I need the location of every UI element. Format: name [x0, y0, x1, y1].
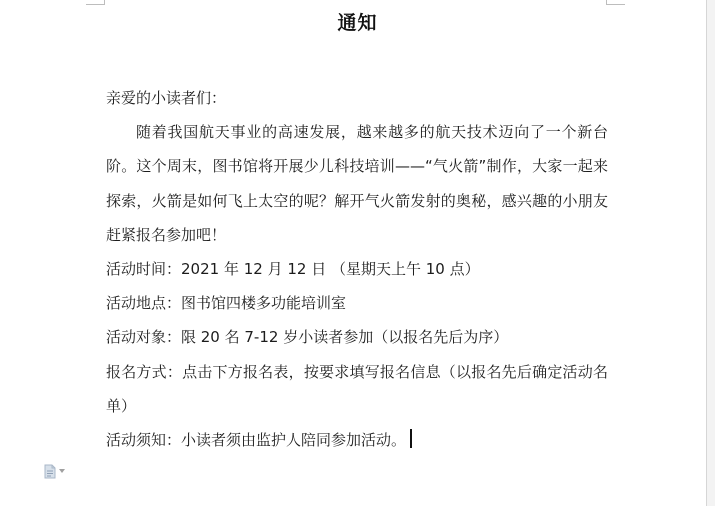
notice-paragraph[interactable] [106, 423, 608, 457]
paragraph-menu-button[interactable] [44, 463, 74, 479]
document-body[interactable] [106, 81, 608, 457]
text-cursor [410, 429, 412, 448]
document-icon [44, 464, 56, 479]
signup-method-paragraph[interactable]: 报名方式：点击下方报名表，按要求填写报名信息（以报名先后确定活动名单） [106, 362, 608, 415]
event-audience-paragraph[interactable]: 活动对象：限 20 名 7-12 岁小读者参加（以报名先后为序） [106, 328, 509, 347]
event-time-paragraph[interactable]: 活动时间：2021 年 12 月 12 日 （星期天上午 10 点） [106, 260, 480, 279]
document-title[interactable]: 通知 [337, 12, 378, 34]
page-corner-mark-left [86, 0, 105, 5]
event-place-paragraph[interactable]: 活动地点：图书馆四楼多功能培训室 [106, 294, 347, 313]
chevron-down-icon [59, 469, 65, 473]
editor-right-gutter [706, 0, 715, 506]
notice-text[interactable]: 活动须知：小读者须由监护人陪同参加活动。 [106, 431, 407, 450]
page-corner-mark-right [606, 0, 625, 5]
greeting-paragraph[interactable]: 亲爱的小读者们： [106, 89, 227, 107]
intro-paragraph[interactable]: 随着我国航天事业的高速发展，越来越多的航天技术迈向了一个新台阶。这个周末，图书馆将开展少儿科技培训——“气火箭”制作，大家一起来探索，火箭是如何飞上太空的呢？解开气火箭发射的奥秘，感兴趣的小朋友赶紧报名参加吧！ [106, 123, 608, 244]
